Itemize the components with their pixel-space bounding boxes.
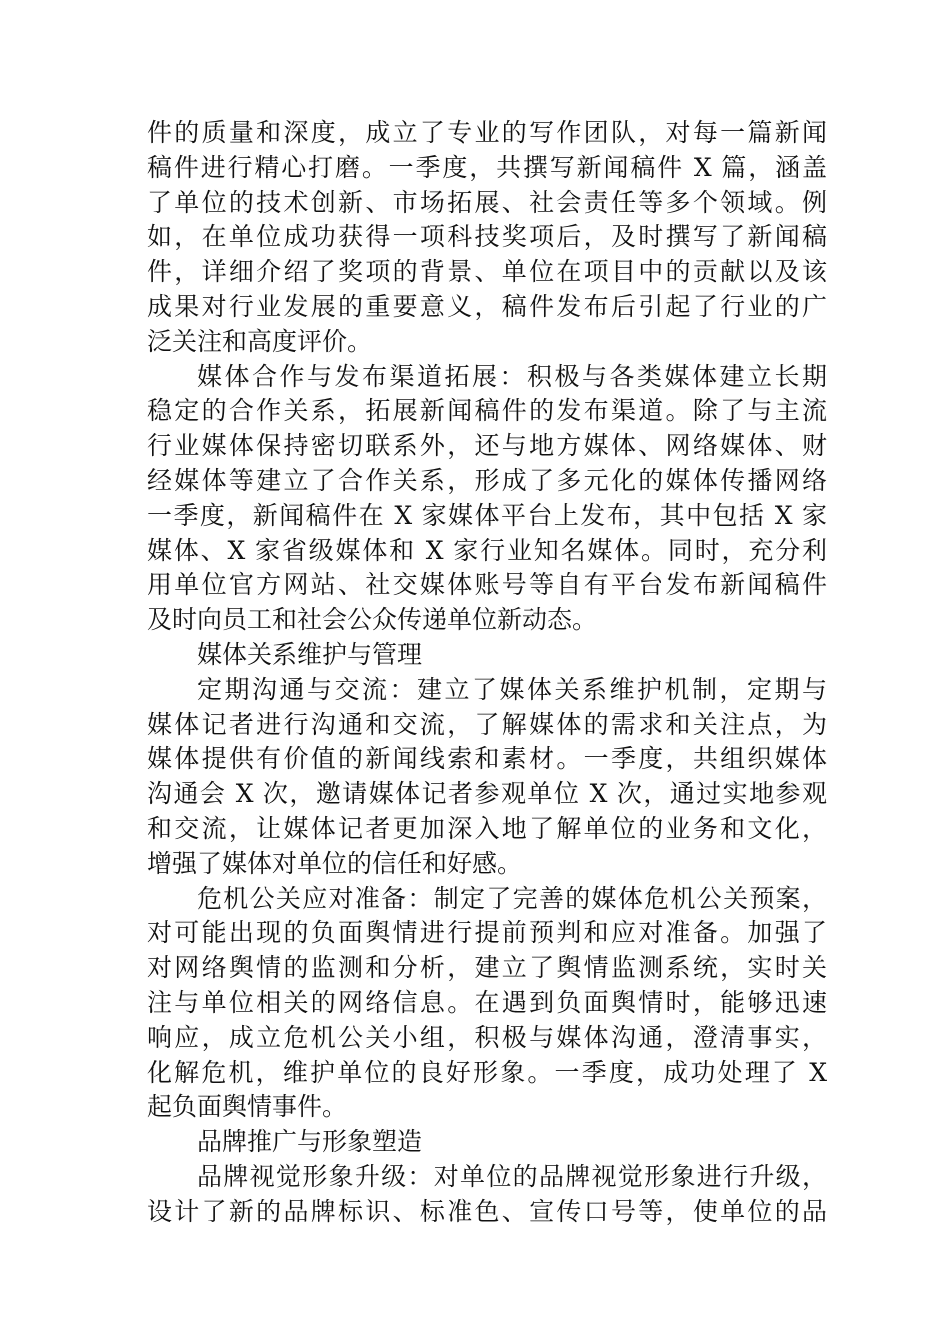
paragraph-first-line: 定期沟通与交流：建立了媒体关系维护机制，定期与: [197, 674, 827, 704]
text-line: 注与单位相关的网络信息。在遇到负面舆情时，能够迅速: [147, 987, 827, 1017]
section-heading: 品牌推广与形象塑造: [197, 1127, 423, 1157]
text-line: 经媒体等建立了合作关系，形成了多元化的媒体传播网络: [147, 465, 827, 495]
body-text: [147, 116, 827, 1230]
text-line: 对网络舆情的监测和分析，建立了舆情监测系统，实时关: [147, 953, 827, 983]
section-heading: 媒体关系维护与管理: [197, 639, 423, 669]
paragraph-first-line: 媒体合作与发布渠道拓展：积极与各类媒体建立长期: [197, 361, 827, 391]
text-line: 及时向员工和社会公众传递单位新动态。: [147, 605, 598, 635]
paragraph-first-line: 品牌视觉形象升级：对单位的品牌视觉形象进行升级，: [197, 1161, 827, 1191]
text-line: 对可能出现的负面舆情进行提前预判和应对准备。加强了: [147, 918, 827, 948]
text-line: 了单位的技术创新、市场拓展、社会责任等多个领域。例: [147, 187, 827, 217]
text-line: 泛关注和高度评价。: [147, 326, 373, 356]
text-line: 响应，成立危机公关小组，积极与媒体沟通，澄清事实，: [147, 1022, 827, 1052]
text-line: 用单位官方网站、社交媒体账号等自有平台发布新闻稿件: [147, 570, 827, 600]
text-line: 起负面舆情事件。: [147, 1092, 348, 1122]
text-line: 媒体提供有价值的新闻线索和素材。一季度，共组织媒体: [147, 744, 827, 774]
text-line: 媒体记者进行沟通和交流，了解媒体的需求和关注点，为: [147, 709, 827, 739]
text-line: 媒体、X 家省级媒体和 X 家行业知名媒体。同时，充分利: [147, 535, 827, 565]
text-line: 稿件进行精心打磨。一季度，共撰写新闻稿件 X 篇，涵盖: [147, 152, 827, 182]
text-line: 如，在单位成功获得一项科技奖项后，及时撰写了新闻稿: [147, 222, 827, 252]
text-line: 一季度，新闻稿件在 X 家媒体平台上发布，其中包括 X 家: [147, 500, 827, 530]
text-line: 稳定的合作关系，拓展新闻稿件的发布渠道。除了与主流: [147, 396, 827, 426]
paragraph-first-line: 危机公关应对准备：制定了完善的媒体危机公关预案，: [197, 883, 827, 913]
text-line: 设计了新的品牌标识、标准色、宣传口号等，使单位的品: [147, 1196, 827, 1226]
text-line: 行业媒体保持密切联系外，还与地方媒体、网络媒体、财: [147, 431, 827, 461]
text-line: 成果对行业发展的重要意义，稿件发布后引起了行业的广: [147, 291, 827, 321]
text-line: 件的质量和深度，成立了专业的写作团队，对每一篇新闻: [147, 118, 827, 147]
text-line: 和交流，让媒体记者更加深入地了解单位的业务和文化，: [147, 813, 827, 843]
text-line: 沟通会 X 次，邀请媒体记者参观单位 X 次，通过实地参观: [147, 779, 827, 809]
text-line: 化解危机，维护单位的良好形象。一季度，成功处理了 X: [147, 1057, 827, 1087]
text-line: 增强了媒体对单位的信任和好感。: [147, 848, 523, 878]
text-line: 件，详细介绍了奖项的背景、单位在项目中的贡献以及该: [147, 257, 827, 287]
